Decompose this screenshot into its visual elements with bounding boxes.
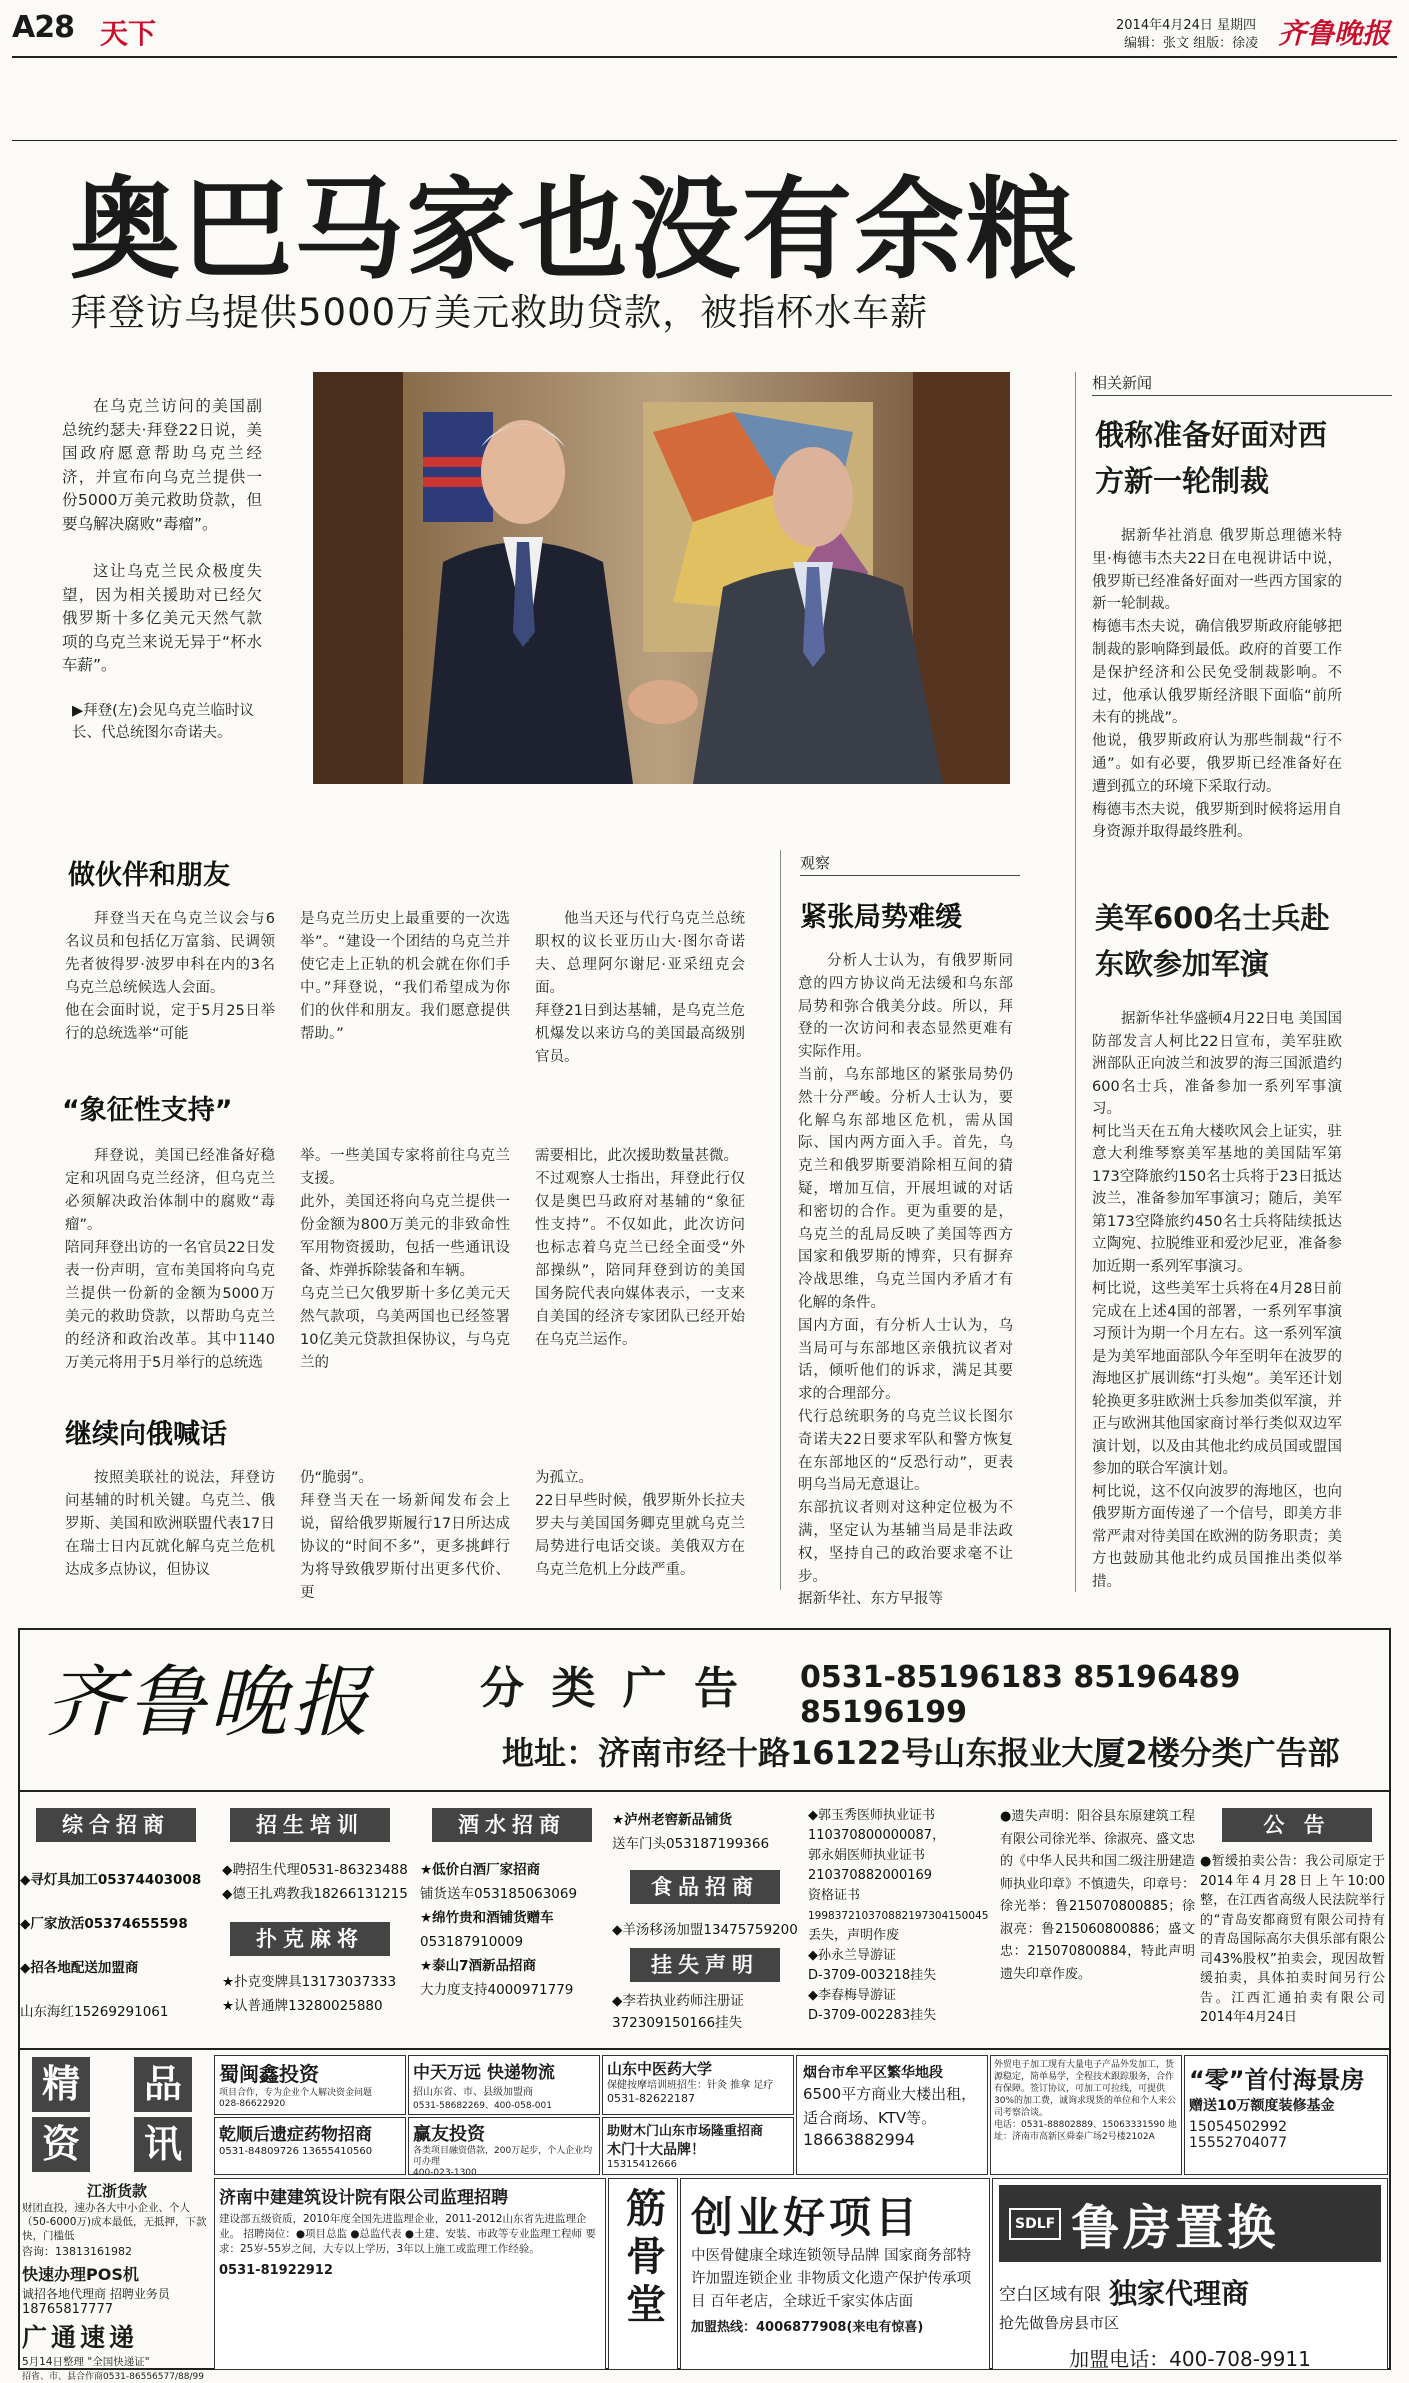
- col3-item-4: ★泰山7酒新品招商: [420, 1958, 536, 1974]
- col3-item-2: ★绵竹贵和酒铺货赠车: [420, 1910, 554, 1926]
- col1-item-1: ◆厂家放活05374655598: [20, 1916, 188, 1932]
- observe-body: 分析人士认为，有俄罗斯同意的四方协议尚无法缓和乌东部局势和弥合俄美分歧。所以，拜登的一次访问和表态显然更难有实际作用。 当前，乌东部地区的紧张局势仍然十分严峻。分析人士认为，要化解乌东部地区危机，需从国际、国内两方面入手。首先，乌克兰和俄罗斯要消除相互间的猜疑，增加互信，开展坦诚的对话和密切的合作。更为重要的是，乌克兰的乱局反映了美国等西方国家和俄罗斯的博弈，只有摒弃冷战思维，乌克兰国内矛盾才有化解的条件。 国内方面，有分析人士认为，乌当局可与东部地区亲俄抗议者对话，倾听他们的诉求，满足其要求的合理部分。 代行总统职务的乌克兰议长图尔奇诺夫22日要求军队和警方恢复在东部地区的“反恐行动”，更表明乌当局无意退让。 东部抗议者则对这种定位极为不满，坚定认为基辅当局是非法政权，坚持自己的政治要求毫不让步。 据新华社、东方早报等: [798, 953, 1013, 1608]
- lufang-header: [999, 2185, 1381, 2262]
- yingyou-phone: 400-023-1300: [413, 2168, 477, 2178]
- waimao-ad: [990, 2055, 1182, 2175]
- col4-top-line-2: 送车门头053187199366: [612, 1836, 770, 1852]
- col5-item-4: 资格证书: [808, 1888, 861, 1903]
- classified-title: 分 类 广 告: [480, 1663, 744, 1714]
- qian-title: 乾顺后遗症药物招商: [219, 2125, 372, 2145]
- classified-rule: [20, 1790, 1389, 1792]
- qian-phone: 0531-84809726 13655410560: [219, 2146, 373, 2157]
- section-1-col-3: 他当天还与代行乌克兰总统职权的议长亚历山大·图尔奇诺夫、总理阿尔谢尼·亚采纽克会面。 拜登21日到达基辅，是乌克兰危机爆发以来访乌的美国最高级别官员。: [535, 911, 745, 1065]
- lufang-text-3: 抢先做鲁房县市区: [999, 2314, 1120, 2332]
- shu-phone: 028-86622920: [219, 2099, 286, 2109]
- section-2-title: “象征性支持”: [62, 1095, 233, 1126]
- col4-list-1: [612, 1918, 807, 1942]
- pos-phone: 18765817777: [22, 2302, 113, 2317]
- yingyou-title: 赢友投资: [413, 2124, 485, 2145]
- jingpin-char-3: 资: [32, 2117, 90, 2172]
- page-number: A28: [12, 10, 74, 45]
- yantai-ad: [796, 2055, 988, 2175]
- qian-ad: [214, 2117, 406, 2175]
- editor-line: 编辑：张文 组版：徐凌: [1124, 36, 1259, 51]
- col5-item-8: D-3709-003218挂失: [808, 1968, 937, 1983]
- classified-phones: 0531-85196183 85196489 85196199: [800, 1660, 1241, 1730]
- lufang-phone: 加盟电话：400-708-9911: [1069, 2347, 1311, 2371]
- related-body-1: 据新华社消息 俄罗斯总理德米特里·梅德韦杰夫22日在电视讲话中说，俄罗斯已经准备好面对一些西方国家的新一轮制裁。 梅德韦杰夫说，确信俄罗斯政府能够把制裁的影响降到最低。政府的首要工作是保护经济和公民免受制裁影响。不过，他承认俄罗斯经济眼下面临“前所未有的挑战”。 他说，俄罗斯政府认为那些制裁“行不通”。如有必要，俄罗斯已经准备好在遭到孤立的环境下采取行动。 梅德韦杰夫说，俄罗斯到时候将运用自身资源并取得最终胜利。: [1092, 528, 1342, 841]
- col2-item2-1: ★认普通牌13280025880: [222, 1998, 383, 2014]
- section-2-col-2: 举。一些美国专家将前往乌克兰支援。 此外，美国还将向乌克兰提供一份金额为800万美元的非致命性军用物资援助，包括一些通讯设备、炸弹拆除装备和车辆。 乌克兰已欠俄罗斯十多亿美元天然气款项，乌美两国也已经签署10亿美元贷款担保协议，与乌克兰的: [300, 1148, 510, 1371]
- zhongtian-ad: [408, 2055, 600, 2115]
- section-1-col-2: 是乌克兰历史上最重要的一次选举”。“建设一个团结的乌克兰并使它走上正轨的机会就在你们手中。”拜登说，“我们希望成为你们的伙伴和朋友。我们愿意提供帮助。”: [300, 911, 510, 1042]
- pos-ad: [22, 2262, 212, 2317]
- medical-title: 山东中医药大学: [607, 2060, 713, 2078]
- jiangzhe-text: 财团直投，速办各大中小企业、个人（50-6000万)成本最低，无抵押，下款快，门槛低: [22, 2202, 207, 2242]
- lufang-text-1: 空白区域有限: [999, 2284, 1101, 2305]
- observe-divider: [780, 850, 781, 1590]
- col1-label: 综合招商: [36, 1808, 196, 1842]
- classified-logo: 齐鲁晚报: [45, 1658, 374, 1748]
- jingpin-char-2: 品: [134, 2057, 192, 2112]
- medical-ad: [602, 2055, 794, 2115]
- classified-rule-2: [20, 2048, 1389, 2050]
- yingyou-ad: [408, 2117, 600, 2178]
- col2-item1-1: ◆德王扎鸡教我18266131215: [222, 1886, 408, 1902]
- jinan-ad: [214, 2178, 606, 2370]
- yantai-phone: 18663882994: [803, 2130, 915, 2149]
- header-rule: [12, 56, 1397, 58]
- col3-item-0: ★低价白酒厂家招商: [420, 1862, 541, 1878]
- col5-item-9: ◆李春梅导游证: [808, 1988, 896, 2003]
- related-title-2: 美军600名士兵赴东欧参加军演: [1095, 901, 1330, 981]
- jinan-title: 济南中建建筑设计院有限公司监理招聘: [219, 2188, 508, 2208]
- col5-item-2: 郭永娟医师执业证书: [808, 1848, 926, 1863]
- col2-list-1: [222, 1858, 422, 1906]
- observe-tag: 观察: [800, 852, 1020, 876]
- col5-list: [808, 1806, 998, 2026]
- medical-text: 保健按摩培训班招生：针灸 推拿 足疗: [607, 2080, 774, 2091]
- related-tag: 相关新闻: [1092, 372, 1392, 396]
- photo-illustration: [313, 372, 1010, 784]
- col7-label: 公 告: [1222, 1808, 1372, 1842]
- related-body-2: 据新华社华盛顿4月22日电 美国国防部发言人柯比22日宣布，美军驻欧洲部队正向波兰和波罗的海三国派遣约600名士兵，准备参加一系列军事演习。 柯比当天在五角大楼吹风会上证实，驻意大利维琴察美军基地的美国陆军第173空降旅约150名士兵将于23日抵达波兰，准备参加军事演习；随后，美军第173空降旅约450名士兵将陆续抵达立陶宛、拉脱维亚和爱沙尼亚，准备参加近期一系列军事演习。 柯比说，这些美军士兵将在4月28日前完成在上述4国的部署，一系列军事演习预计为期一个月左右。这一系列军演是为美军地面部队今年至明年在波罗的海地区扩展训练“打头炮”。美军还计划轮换更多驻欧洲士兵参加类似军演，并正与欧洲其他国家商讨举行类似双边军演计划，以及由其他北约成员国或盟国参加的联合军演计划。 柯比说，这不仅向波罗的海地区，也向俄罗斯方面传递了一个信号，即美方非常严肃对待美国在欧洲的防务职责；美方也鼓励其他北约成员国推出类似举措。: [1092, 1011, 1342, 1590]
- observe-title: 紧张局势难缓: [800, 902, 962, 933]
- col5-item-1: 110370800000087，: [808, 1828, 946, 1843]
- lufang-body: [999, 2272, 1381, 2312]
- guangtong-ad: [22, 2318, 212, 2382]
- section-1-col-1: 拜登当天在乌克兰议会与6名议员和包括亿万富翁、民调领先者彼得罗·波罗申科在内的3名乌克兰总统候选人会面。 他在会面时说，定于5月25日举行的总统选举“可能: [65, 911, 275, 1042]
- photo-caption: ▶拜登(左)会见乌克兰临时议长、代总统图尔奇诺夫。: [72, 703, 254, 741]
- section-2-col-1: 拜登说，美国已经准备好稳定和巩固乌克兰经济，但乌克兰必须解决政治体制中的腐败“毒瘤”。 陪同拜登出访的一名官员22日发表一份声明，宣布美国将向乌克兰提供一份新的金额为5000万美元的救助贷款，以帮助乌克兰的经济和政治改革。其中1140万美元将用于5月举行的总统选: [65, 1148, 275, 1371]
- col5-item-5: 199837210370882197304150045: [808, 1910, 989, 1922]
- col3-list: [420, 1858, 610, 2002]
- waimao-text: 外贸电子加工现有大量电子产品外发加工，货源稳定，简单易学，全程技术跟踪服务，合作有保障。签订协议，可加工可拉线，可提供30%的加工费，诚询求现货的单位和个人来公司考察洽谈。: [994, 2060, 1177, 2118]
- col5-item-7: ◆孙永兰导游证: [808, 1948, 896, 1963]
- jinan-text: 建设部五级资质，2010年度全国先进监理企业，2011-2012山东省先进监理企业。 招聘岗位：●项目总监 ●总监代表 ●土建、安装、市政等专业监理工程师 要求：25岁-55岁之间，大专以上学历，3年以上施工或监理工作经验。: [219, 2213, 596, 2255]
- col3-item-5: 大力度支持4000971779: [420, 1982, 574, 1998]
- col4-label-1: 食品招商: [630, 1870, 780, 1904]
- zhongtian-phone: 0531-58682269、400-058-001: [413, 2101, 552, 2111]
- classified-address: 地址：济南市经十路16122号山东报业大厦2楼分类广告部: [502, 1734, 1340, 1772]
- col5-item-3: 210370882000169: [808, 1868, 933, 1883]
- jinan-phone: 0531-81922912: [219, 2263, 333, 2278]
- section-3-col-1: 按照美联社的说法，拜登访问基辅的时机关键。乌克兰、俄罗斯、美国和欧洲联盟代表17日在瑞士日内瓦就化解乌克兰危机达成多点协议，但协议: [65, 1470, 275, 1578]
- col1-list: [20, 1858, 220, 2034]
- shu-text: 项目合作，专为企业个人解决资金问题: [219, 2088, 373, 2098]
- muyou-phone: 15315412666: [607, 2159, 677, 2170]
- shu-ad: [214, 2055, 406, 2115]
- col2-item1-0: ◆聘招生代理0531-86323488: [222, 1862, 408, 1878]
- chuangye-title: 创业好项目: [691, 2193, 922, 2242]
- chuangye-ad: [680, 2178, 990, 2370]
- yingyou-text: 各类项目融资借款，200万起步，个人企业均可办理: [413, 2146, 593, 2167]
- section-1-title: 做伙伴和朋友: [68, 860, 230, 891]
- col4-top: [612, 1808, 802, 1856]
- jiangzhe-phone: 咨询：13813161982: [22, 2245, 132, 2258]
- zhongtian-title: 中天万远 快递物流: [413, 2063, 555, 2083]
- col1-item-0: ◆寻灯具加工05374403008: [20, 1872, 202, 1888]
- lead-paragraph-2: 这让乌克兰民众极度失望，因为相关援助对已经欠俄罗斯十多亿美元天然气款项的乌克兰来说无异于“杯水车薪”。: [62, 562, 262, 674]
- section-3-title: 继续向俄喊话: [65, 1419, 227, 1450]
- ling-phone-2: 15552704077: [1189, 2135, 1287, 2151]
- headline-title: 奥巴马家也没有余粮: [70, 165, 1078, 294]
- lufang-title: 鲁房置换: [1071, 2200, 1280, 2256]
- guangtong-title: 广通速递: [22, 2323, 139, 2352]
- waimao-phone: 电话：0531-88802889、15063331590 地址：济南市高新区舜泰广场2号楼2102A: [994, 2120, 1177, 2142]
- ling-ad: [1184, 2055, 1388, 2175]
- chuangye-text: 中医骨健康全球连锁领导品牌 国家商务部特许加盟连锁企业 非物质文化遗产保护传承项目 百年老店，全球近千家实体店面: [691, 2248, 972, 2310]
- medical-phone: 0531-82622187: [607, 2092, 695, 2105]
- news-photo: [313, 372, 1010, 784]
- date-line: 2014年4月24日 星期四: [1116, 18, 1257, 33]
- jingpin-char-4: 讯: [134, 2117, 192, 2172]
- lufang-text-2: 独家代理商: [1109, 2277, 1250, 2310]
- paper-logo: 齐鲁晚报: [1278, 17, 1391, 50]
- muyou-title: 助财木门山东市场隆重招商: [607, 2124, 764, 2139]
- col2-list-2: [222, 1970, 422, 2018]
- col3-item-1: 铺货送车053185063069: [420, 1886, 578, 1902]
- col7-notice: ●暂缓拍卖公告：我公司原定于2014年4月28日上午10:00整，在江西省高级人民法院举行的“青岛安都商贸有限公司持有的青岛国际高尔夫俱乐部有限公司43%股权”拍卖会，现因故暂缓拍卖，具体拍卖时间另行公告。江西汇通拍卖有限公司2014年4月24日: [1200, 1854, 1385, 2025]
- section-3-col-3: 为孤立。 22日早些时候，俄罗斯外长拉夫罗夫与美国国务卿克里就乌克兰局势进行电话交谈。美俄双方在乌克兰危机上分歧严重。: [535, 1470, 745, 1578]
- ling-title: “零”首付海景房: [1189, 2066, 1365, 2094]
- col5-item-10: D-3709-002283挂失: [808, 2008, 937, 2023]
- section-3-col-2: 仍“脆弱”。 拜登当天在一场新闻发布会上说，留给俄罗斯履行17日所达成协议的“时间不多”，更多挑衅行为将导致俄罗斯付出更多代价、更: [300, 1470, 510, 1601]
- header-rule-thin: [12, 140, 1397, 141]
- col1-item-3: 山东海红15269291061: [20, 2004, 169, 2020]
- jingpin-char-1: 精: [32, 2057, 90, 2112]
- yantai-text: 6500平方商业大楼出租，适合商场、KTV等。: [803, 2085, 977, 2127]
- ling-sub: 赠送10万额度装修基金: [1189, 2098, 1335, 2114]
- col4-item2-1: 372309150166挂失: [612, 2015, 743, 2031]
- zhongtian-text: 招山东省、市、县级加盟商: [413, 2087, 533, 2098]
- col2-label-2: 扑克麻将: [230, 1922, 390, 1956]
- lufang-logo: SDLF: [1009, 2208, 1061, 2240]
- col4-item2-0: ◆李若执业药师注册证: [612, 1993, 744, 2009]
- col4-item1-0: ◆羊汤移汤加盟13475759200: [612, 1922, 798, 1938]
- col4-top-line-1: ★泸州老窖新品铺货: [612, 1812, 733, 1828]
- col2-item2-0: ★扑克变牌具13173037333: [222, 1974, 397, 1990]
- jiangzhe-ad: [22, 2180, 212, 2259]
- pos-text: 诚招各地代理商 招聘业务员: [22, 2287, 170, 2301]
- lead-paragraph-1: 在乌克兰访问的美国副总统约瑟夫·拜登22日说，美国政府愿意帮助乌克兰经济，并宣布向乌克兰提供一份5000万美元救助贷款，但要乌解决腐败“毒瘤”。: [62, 397, 262, 533]
- jingu-title: 筋骨堂: [619, 2187, 666, 2331]
- muyou-ad: [602, 2117, 794, 2175]
- col6-notice: ●遗失声明：阳谷县东原建筑工程有限公司徐光举、徐淑亮、盛文忠的《中华人民共和国二级注册建造师执业印章》不慎遗失，印章号：徐光举：鲁215070800885；徐淑亮：鲁215060800886；盛文忠：215070800884，特此声明遗失印章作废。: [1000, 1809, 1196, 1982]
- pos-title: 快速办理POS机: [22, 2265, 139, 2284]
- lufang-ad: [992, 2178, 1388, 2370]
- col3-item-3: 053187910009: [420, 1934, 524, 1950]
- ling-phone-1: 15054502992: [1189, 2119, 1287, 2135]
- col2-label-1: 招生培训: [230, 1808, 390, 1842]
- section-2-col-3: 需要相比，此次援助数量甚微。 不过观察人士指出，拜登此行仅仅是奥巴马政府对基辅的“象征性支持”。不仅如此，此次访问也标志着乌克兰已经全面受“外部操纵”，陪同拜登到访的美国国务院代表向媒体表示，一支来自美国的经济专家团队已经开始在乌克兰运作。: [535, 1148, 745, 1348]
- related-title-1: 俄称准备好面对西方新一轮制裁: [1095, 418, 1328, 498]
- chuangye-phone: 加盟热线：4006877908(来电有惊喜): [691, 2320, 924, 2335]
- related-divider: [1075, 372, 1076, 1592]
- jiangzhe-title: 江浙货款: [86, 2182, 147, 2200]
- yantai-title: 烟台市牟平区繁华地段: [803, 2065, 943, 2081]
- headline-subtitle: 拜登访乌提供5000万美元救助贷款，被指杯水车薪: [70, 291, 929, 334]
- col5-item-0: ◆郭玉秀医师执业证书: [808, 1808, 935, 1823]
- col1-item-2: ◆招各地配送加盟商: [20, 1960, 139, 1976]
- guangtong-sub: 招省、市、县合作商0531-86556577/88/99: [22, 2372, 204, 2382]
- col4-list-2: [612, 1990, 807, 2034]
- guangtong-text: 5月14日整理 "全国快递证": [22, 2356, 150, 2368]
- jingpin-block: [22, 2055, 212, 2177]
- shu-title: 蜀闽鑫投资: [219, 2062, 319, 2086]
- col4-label-2: 挂失声明: [630, 1948, 780, 1982]
- muyou-text: 木门十大品牌！: [607, 2142, 705, 2158]
- col5-item-6: 丢失，声明作废: [808, 1928, 900, 1943]
- col3-label: 酒水招商: [432, 1808, 592, 1842]
- section-name: 天下: [100, 17, 157, 50]
- jingu-ad: [608, 2178, 678, 2370]
